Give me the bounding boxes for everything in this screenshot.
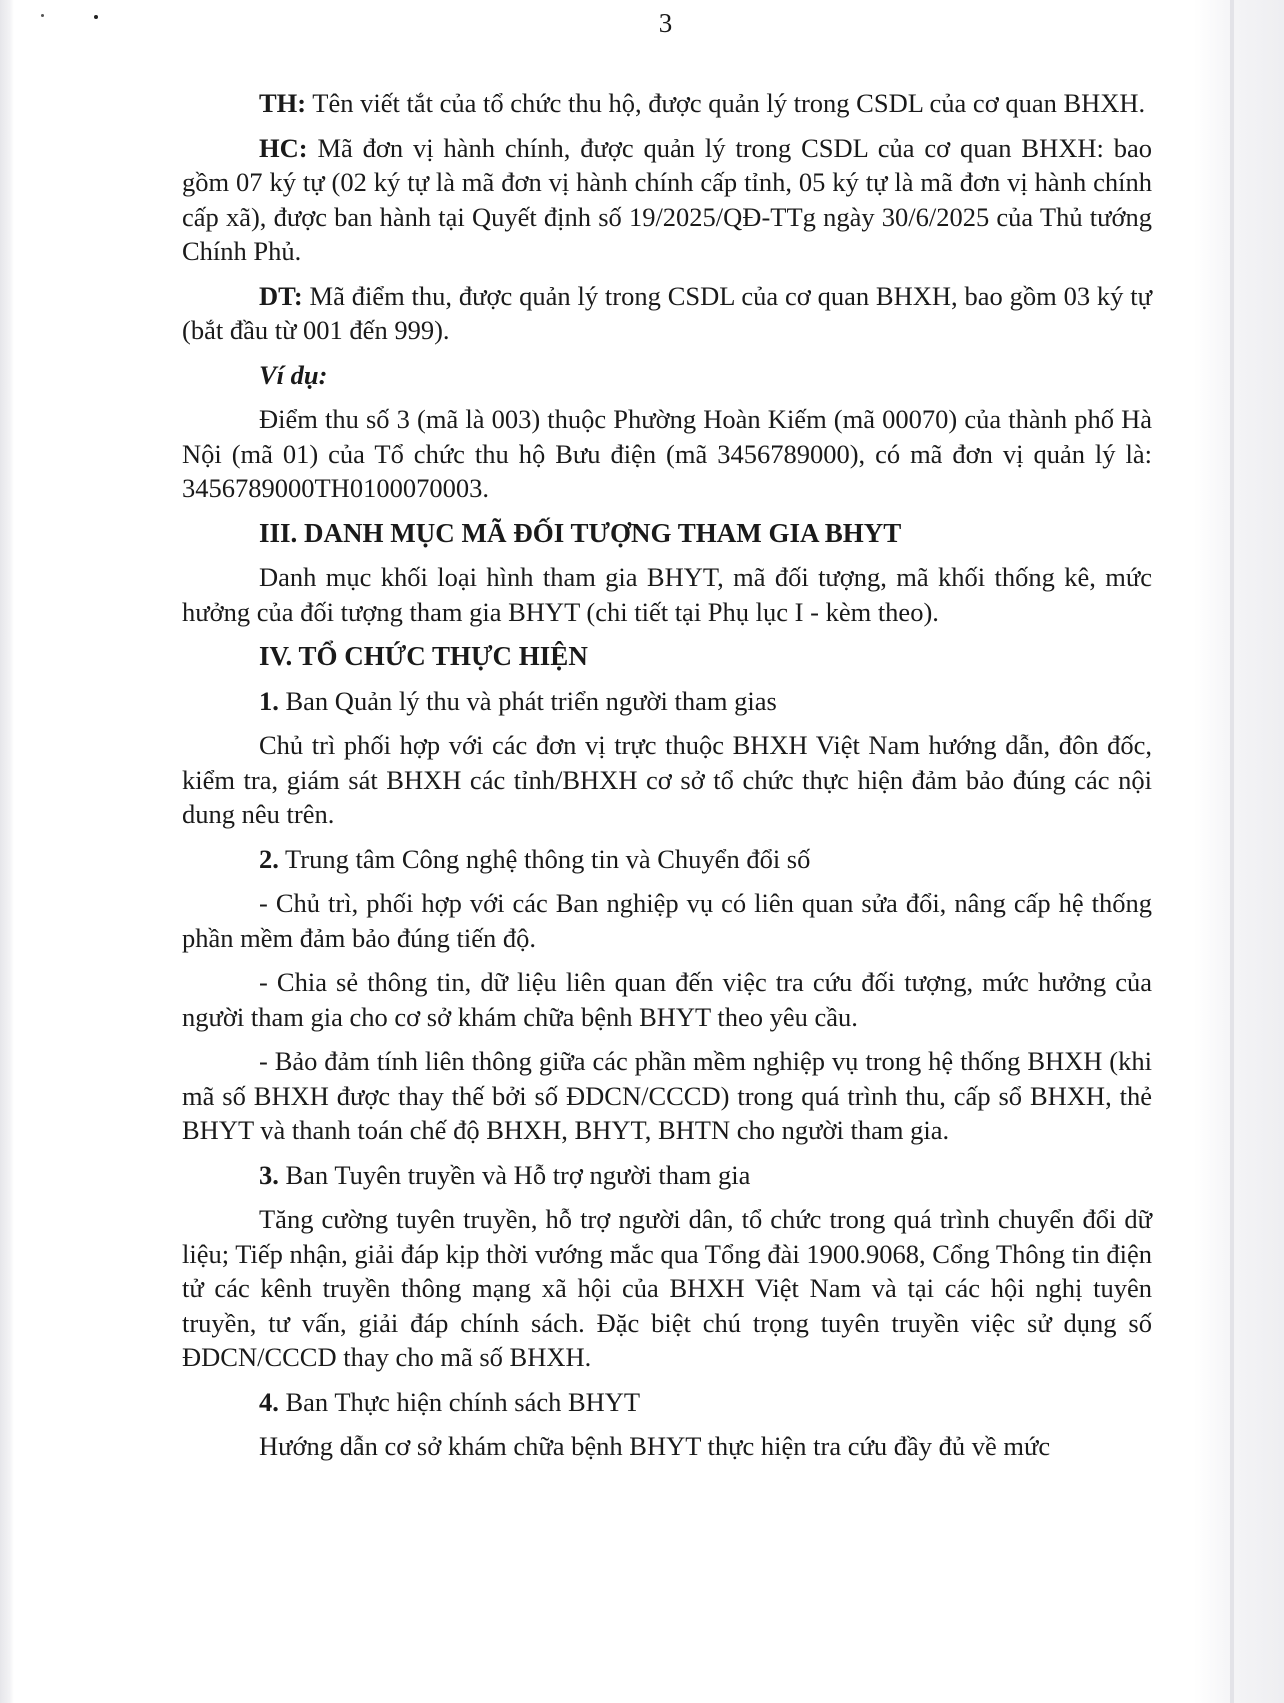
definition-th [182, 86, 1152, 121]
section-4-item-2-paragraph: - Chủ trì, phối hợp với các Ban nghiệp vụ có liên quan sửa đổi, nâng cấp hệ thống phần mềm đảm bảo đúng tiến độ. [182, 888, 1152, 953]
definition-text: Mã điểm thu, được quản lý trong CSDL của cơ quan BHXH, bao gồm 03 ký tự (bắt đầu từ 001 đến 999). [182, 280, 1152, 345]
definition-text: Mã đơn vị hành chính, được quản lý trong CSDL của cơ quan BHXH: bao gồm 07 ký tự (02 ký tự là mã đơn vị hành chính cấp tỉnh, 05 ký tự là mã đơn vị hành chính cấp xã), được ban hành tại Quyết định số 19/2025/QĐ-TTg ngày 30/6/2025 của Thủ tướng Chính Phủ. [182, 132, 1152, 266]
definition-hc [182, 131, 1152, 269]
scan-left-edge [0, 0, 14, 1703]
item-number: 2. [259, 843, 279, 874]
section-4-item-4-paragraph: Hướng dẫn cơ sở khám chữa bệnh BHYT thực hiện tra cứu đầy đủ về mức [259, 1431, 1051, 1461]
section-3-text: Danh mục khối loại hình tham gia BHYT, mã đối tượng, mã khối thống kê, mức hưởng của đối tượng tham gia BHYT (chi tiết tại Phụ lục I - kèm theo). [182, 562, 1152, 627]
document-body [182, 86, 1152, 1474]
definition-text: Tên viết tắt của tổ chức thu hộ, được quản lý trong CSDL của cơ quan BHXH. [306, 88, 1146, 118]
example-label [182, 358, 1152, 393]
example-heading: Ví dụ: [259, 359, 328, 390]
definition-dt [182, 279, 1152, 348]
example-text: Điểm thu số 3 (mã là 003) thuộc Phường Hoàn Kiếm (mã 00070) của thành phố Hà Nội (mã 01) của Tổ chức thu hộ Bưu điện (mã 3456789000), có mã đơn vị quản lý là: 3456789000TH0100070003. [182, 404, 1152, 503]
definition-label: DT: [259, 280, 303, 311]
section-4-heading: IV. TỔ CHỨC THỰC HIỆN [259, 641, 588, 671]
section-4-item-3-title [182, 1158, 1152, 1193]
item-number: 1. [259, 685, 279, 716]
item-title: Ban Thực hiện chính sách BHYT [278, 1386, 641, 1417]
section-4-item-1-title [182, 684, 1152, 719]
section-4-item-1-paragraph: Chủ trì phối hợp với các đơn vị trực thuộc BHXH Việt Nam hướng dẫn, đôn đốc, kiểm tra, giám sát BHXH các tỉnh/BHXH cơ sở tổ chức thực hiện đảm bảo đúng các nội dung nêu trên. [182, 730, 1152, 829]
section-3-heading: III. DANH MỤC MÃ ĐỐI TƯỢNG THAM GIA BHYT [259, 517, 902, 548]
section-4-item-3-paragraph: Tăng cường tuyên truyền, hỗ trợ người dân, tổ chức trong quá trình chuyển đổi dữ liệu; Tiếp nhận, giải đáp kịp thời vướng mắc qua Tổng đài 1900.9068, Cổng Thông tin điện tử các kênh truyền thông mạng xã hội của BHXH Việt Nam và tại các hội nghị tuyên truyền, tư vấn, giải đáp chính sách. Đặc biệt chú trọng tuyên truyền việc sử dụng số ĐDCN/CCCD thay cho mã số BHXH. [182, 1204, 1152, 1372]
item-number: 4. [259, 1386, 279, 1417]
item-title: Ban Tuyên truyền và Hỗ trợ người tham gia [278, 1159, 751, 1190]
scan-right-edge [1194, 0, 1284, 1703]
section-4-item-2-paragraph: - Bảo đảm tính liên thông giữa các phần mềm nghiệp vụ trong hệ thống BHXH (khi mã số BHXH được thay thế bởi số ĐDCN/CCCD) trong quá trình thu, cấp sổ BHXH, thẻ BHYT và thanh toán chế độ BHXH, BHYT, BHTN cho người tham gia. [182, 1046, 1152, 1145]
section-4-item-2-paragraph: - Chia sẻ thông tin, dữ liệu liên quan đến việc tra cứu đối tượng, mức hưởng của người tham gia cho cơ sở khám chữa bệnh BHYT theo yêu cầu. [182, 967, 1152, 1032]
page-number: 3 [658, 8, 673, 38]
definition-label: TH: [259, 88, 307, 118]
item-title: Trung tâm Công nghệ thông tin và Chuyển đổi số [278, 843, 811, 874]
section-4-item-2-title [182, 842, 1152, 877]
item-title: Ban Quản lý thu và phát triển người tham gias [278, 685, 777, 716]
definition-label: HC: [259, 132, 308, 163]
item-number: 3. [259, 1159, 279, 1190]
section-4-item-4-title [182, 1385, 1152, 1420]
